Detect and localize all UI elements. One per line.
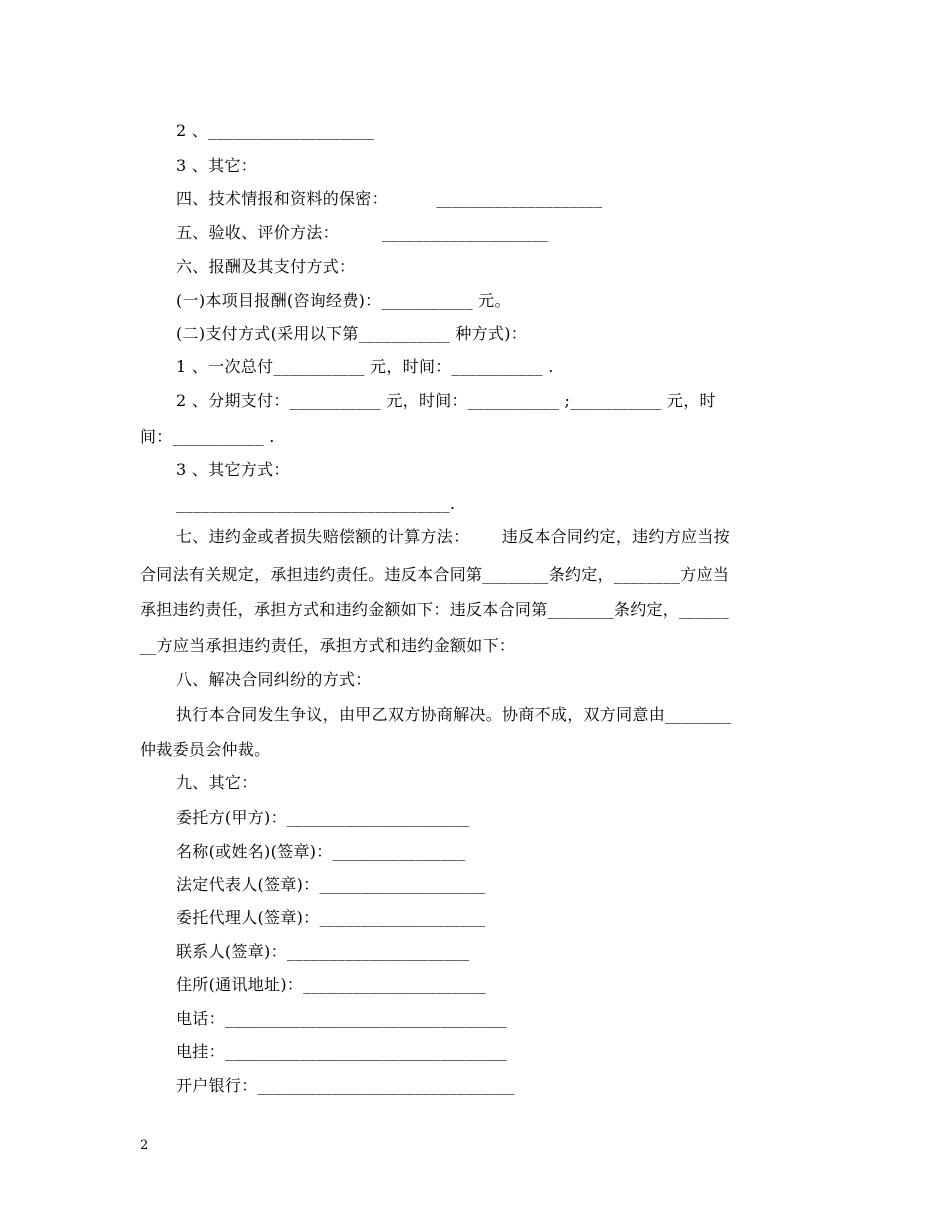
authorized-agent-field: 委托代理人(签章)：____________________	[176, 908, 486, 927]
legal-representative-field: 法定代表人(签章)：____________________	[176, 875, 486, 894]
name-signature-field: 名称(或姓名)(签章)：________________	[176, 842, 466, 861]
section-6-payment-heading: 六、报酬及其支付方式：	[176, 257, 356, 276]
installment-payment-line-cont: 间：___________ .	[140, 427, 275, 446]
item-3-other: 3 、其它：	[176, 156, 258, 175]
dispute-resolution-text-cont: 仲裁委员会仲裁。	[140, 740, 271, 759]
other-payment-method: 3 、其它方式：	[176, 460, 290, 479]
address-field: 住所(通讯地址)：______________________	[176, 975, 486, 994]
lump-sum-payment-line: 1 、一次总付___________ 元，时间：___________ .	[176, 357, 554, 376]
section-7-penalty-cont-1: 合同法有关规定，承担违约责任。违反本合同第________条约定，________方应当	[140, 565, 730, 584]
telegraph-field: 电挂：__________________________________	[176, 1042, 508, 1061]
item-2-blank-line: 2 、____________________	[176, 121, 375, 140]
phone-field: 电话：__________________________________	[176, 1009, 508, 1028]
section-5-acceptance: 五、验收、评价方法： ____________________	[176, 223, 549, 242]
section-4-confidentiality: 四、技术情报和资料的保密： ____________________	[176, 189, 603, 208]
contact-person-field: 联系人(签章)：______________________	[176, 942, 470, 961]
installment-payment-line: 2 、分期支付：___________ 元，时间：___________ ;___________ 元，时	[176, 391, 716, 410]
payment-amount-line: (一)本项目报酬(咨询经费)：___________ 元。	[176, 291, 511, 310]
other-payment-blank: _________________________________.	[176, 494, 456, 513]
section-7-penalty-cont-2: 承担违约责任，承担方式和违约金额如下：违反本合同第________条约定，______	[140, 600, 729, 619]
section-7-penalty-cont-3: __方应当承担违约责任，承担方式和违约金额如下：	[140, 636, 516, 655]
dispute-resolution-text: 执行本合同发生争议，由甲乙双方协商解决。协商不成，双方同意由________	[176, 705, 732, 724]
bank-field: 开户银行：_______________________________	[176, 1076, 515, 1095]
section-9-other-heading: 九、其它：	[176, 773, 258, 792]
payment-method-line: (二)支付方式(采用以下第___________ 种方式)：	[176, 324, 528, 343]
section-8-dispute-heading: 八、解决合同纠纷的方式：	[176, 670, 372, 689]
client-party-field: 委托方(甲方)：______________________	[176, 808, 470, 827]
section-7-penalty: 七、违约金或者损失赔偿额的计算方法： 违反本合同约定，违约方应当按	[176, 527, 730, 546]
page-number: 2	[140, 1138, 149, 1153]
